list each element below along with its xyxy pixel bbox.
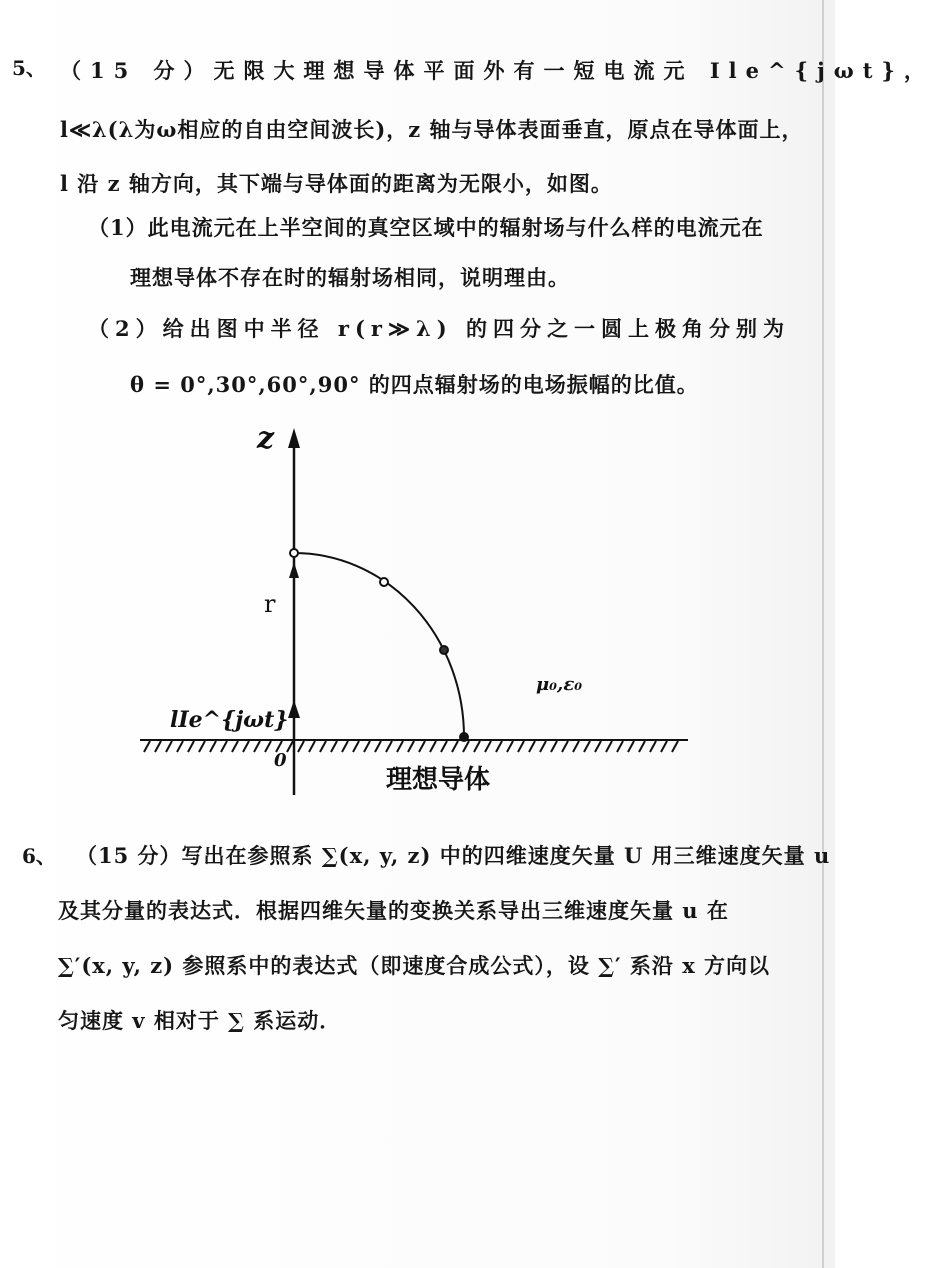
hatch-mark — [463, 741, 469, 752]
question-5-line-1: （15 分）无限大理想导体平面外有一短电流元 Ile^{jωt}， — [60, 58, 934, 83]
hatch-mark — [419, 741, 425, 752]
origin-label: 0 — [274, 750, 287, 771]
hatch-mark — [287, 741, 293, 752]
hatch-mark — [430, 741, 436, 752]
question-5-part-1-line-2: 理想导体不存在时的辐射场相同，说明理由。 — [130, 265, 570, 290]
hatch-mark — [540, 741, 546, 752]
hatch-mark — [309, 741, 315, 752]
conductor-label: 理想导体 — [386, 765, 491, 795]
hatch-mark — [265, 741, 271, 752]
hatch-mark — [254, 741, 260, 752]
hatch-mark — [584, 741, 590, 752]
current-element-arrow — [288, 700, 300, 718]
hatch-mark — [320, 741, 326, 752]
z-axis-arrowhead — [288, 428, 300, 448]
conductor-hatching — [144, 741, 678, 752]
question-5-part-2-line-2: θ = 0°,30°,60°,90° 的四点辐射场的电场振幅的比值。 — [130, 372, 699, 397]
hatch-mark — [617, 741, 623, 752]
hatch-mark — [166, 741, 172, 752]
question-5-line-3: l 沿 z 轴方向，其下端与导体面的距离为无限小，如图。 — [60, 171, 613, 196]
question-6-line-1: （15 分）写出在参照系 ∑(x, y, z) 中的四维速度矢量 U 用三维速度矢量 u — [76, 843, 831, 868]
hatch-mark — [177, 741, 183, 752]
question-5-number: 5、 — [12, 56, 46, 80]
hatch-mark — [210, 741, 216, 752]
hatch-mark — [452, 741, 458, 752]
hatch-mark — [232, 741, 238, 752]
hatch-mark — [672, 741, 678, 752]
question-5-line-2: l≪λ(λ为ω相应的自由空间波长)，z 轴与导体表面垂直，原点在导体面上， — [60, 117, 804, 142]
hatch-mark — [562, 741, 568, 752]
hatch-mark — [507, 741, 513, 752]
hatch-mark — [639, 741, 645, 752]
hatch-mark — [518, 741, 524, 752]
hatch-mark — [474, 741, 480, 752]
hatch-mark — [144, 741, 150, 752]
quarter-circle-arc — [294, 553, 464, 737]
hatch-mark — [243, 741, 249, 752]
hatch-mark — [496, 741, 502, 752]
hatch-mark — [298, 741, 304, 752]
hatch-mark — [408, 741, 414, 752]
medium-label: μ₀,ε₀ — [536, 674, 583, 695]
hatch-mark — [188, 741, 194, 752]
hatch-mark — [661, 741, 667, 752]
question-6-line-3: ∑′(x, y, z) 参照系中的表达式（即速度合成公式），设 ∑′ 系沿 x 方向以 — [58, 953, 771, 978]
hatch-mark — [573, 741, 579, 752]
hatch-mark — [606, 741, 612, 752]
arc-point-theta-0 — [290, 549, 298, 557]
question-6-number: 6、 — [22, 844, 56, 868]
hatch-mark — [331, 741, 337, 752]
hatch-mark — [353, 741, 359, 752]
question-5-part-2-line-1: （2）给出图中半径 r(r≫λ) 的四分之一圆上极角分别为 — [88, 316, 790, 341]
z-axis-label: z — [257, 421, 275, 456]
current-element-label: lIe^{jωt} — [170, 707, 289, 733]
radius-label: r — [264, 590, 276, 618]
hatch-mark — [155, 741, 161, 752]
hatch-mark — [529, 741, 535, 752]
hatch-mark — [485, 741, 491, 752]
arc-point-theta-30 — [380, 578, 388, 586]
hatch-mark — [628, 741, 634, 752]
hatch-mark — [221, 741, 227, 752]
question-6-line-4: 匀速度 v 相对于 ∑ 系运动． — [58, 1008, 342, 1033]
hatch-mark — [397, 741, 403, 752]
hatch-mark — [650, 741, 656, 752]
hatch-mark — [342, 741, 348, 752]
hatch-mark — [386, 741, 392, 752]
hatch-mark — [595, 741, 601, 752]
hatch-mark — [199, 741, 205, 752]
hatch-mark — [276, 741, 282, 752]
hatch-mark — [441, 741, 447, 752]
arc-point-theta-60 — [440, 646, 448, 654]
radius-arrowhead — [289, 562, 299, 578]
hatch-mark — [364, 741, 370, 752]
question-6-line-2: 及其分量的表达式．根据四维矢量的变换关系导出三维速度矢量 u 在 — [58, 898, 729, 923]
hatch-mark — [375, 741, 381, 752]
question-5-part-1-line-1: （1）此电流元在上半空间的真空区域中的辐射场与什么样的电流元在 — [88, 215, 764, 240]
hatch-mark — [551, 741, 557, 752]
